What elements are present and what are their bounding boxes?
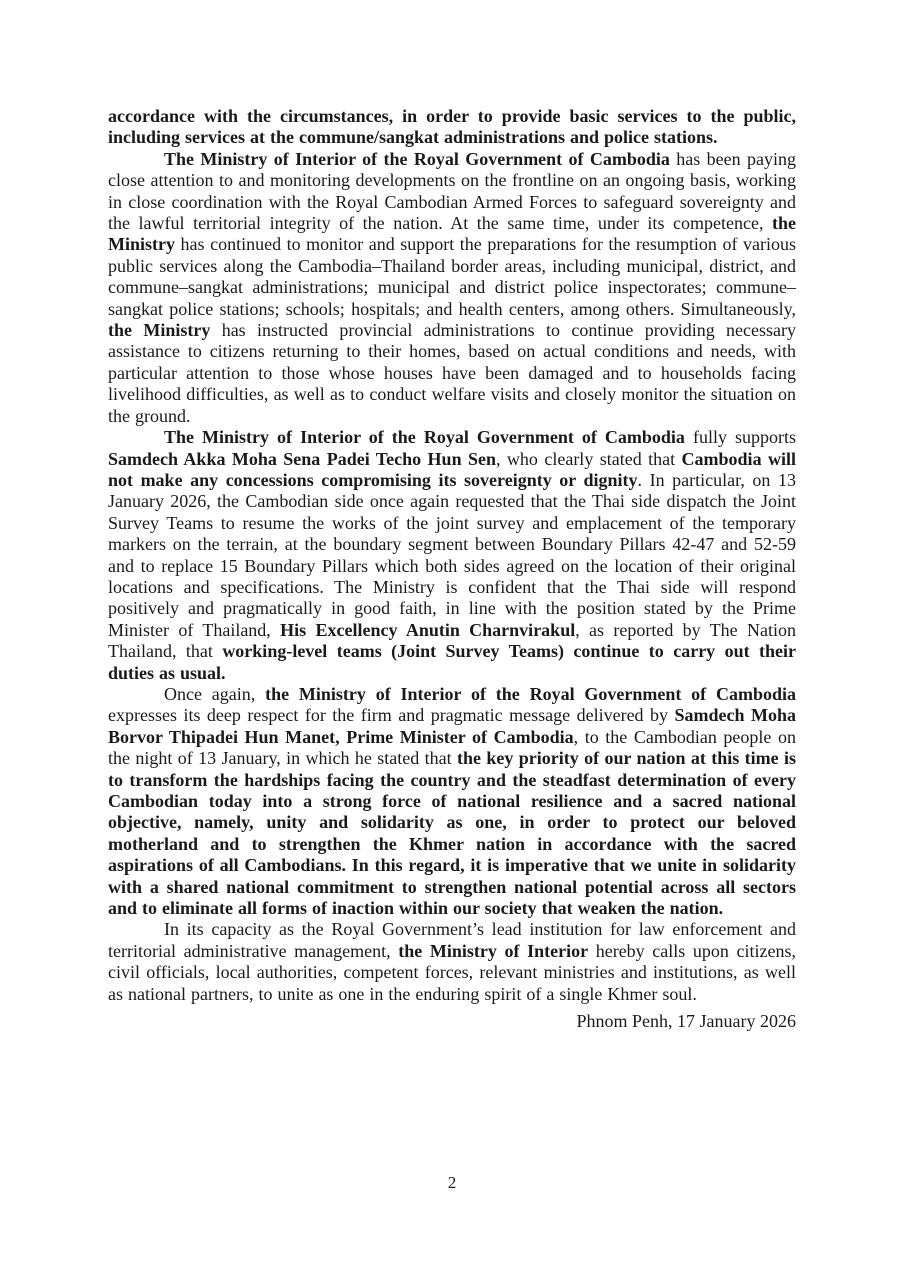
text-run: hereby calls upon citizens, civil officials, local authorities, competent forces, relevant ministries and institutions, as well as national partners, to unite as one in the enduring spirit of a single Khmer soul. bbox=[108, 940, 797, 1004]
text-run: His Excellency Anutin Charnvirakul bbox=[280, 619, 576, 640]
text-run: fully supports bbox=[684, 427, 796, 448]
text-run: working-level teams (Joint Survey Teams) continue to carry out their duties as usual. bbox=[108, 641, 797, 683]
paragraph bbox=[108, 106, 796, 149]
paragraph bbox=[108, 149, 796, 427]
text-run: the Ministry bbox=[108, 320, 211, 341]
text-run: Cambodia will not make any concessions compromising its sovereignty or dignity bbox=[108, 448, 796, 490]
text-run: accordance with the circumstances, in order to provide basic services to the public, including services at the commune/sangkat administrations and police stations. bbox=[108, 106, 796, 148]
text-run: , as reported by The Nation Thailand, that bbox=[108, 619, 796, 662]
paragraph bbox=[108, 684, 796, 919]
text-run: the Ministry bbox=[108, 213, 796, 255]
text-run: Samdech Akka Moha Sena Padei Techo Hun Sen bbox=[108, 448, 497, 469]
text-run: has been paying close attention to and monitoring developments on the frontline on an ongoing basis, working in close coordination with the Royal Cambodian Armed Forces to safeguard sovereignty and the lawful territorial integrity of the nation. At the same time, under its competence, bbox=[108, 148, 797, 234]
text-run: Once again, bbox=[164, 683, 266, 704]
date-line: Phnom Penh, 17 January 2026 bbox=[576, 1011, 796, 1031]
text-run: Samdech Moha Borvor Thipadei Hun Manet, Prime Minister of Cambodia bbox=[108, 705, 796, 747]
text-run: The Ministry of Interior of the Royal Government of Cambodia bbox=[164, 148, 670, 169]
text-run: the Ministry of Interior bbox=[398, 940, 589, 961]
paragraph bbox=[108, 919, 796, 1005]
text-run: , to the Cambodian people on the night of 13 January, in which he stated that bbox=[108, 726, 796, 769]
text-run: . In particular, on 13 January 2026, the Cambodian side once again requested that the Thai side dispatch the Joint Survey Teams to resume the works of the joint survey and emplacement of the temporary markers on the terrain, at the boundary segment between Boundary Pillars 42-47 and 52-59 and to replace 15 Boundary Pillars which both sides agreed on the location of their original locations and specifications. The Ministry is confident that the Thai side will respond positively and pragmatically in good faith, in line with the position stated by the Prime Minister of Thailand, bbox=[108, 469, 796, 640]
paragraph bbox=[108, 427, 796, 684]
page-number: 2 bbox=[447, 1173, 457, 1192]
text-run: , who clearly stated that bbox=[496, 448, 682, 469]
document-body bbox=[108, 106, 796, 1005]
text-run: The Ministry of Interior of the Royal Government of Cambodia bbox=[164, 427, 685, 448]
text-run: the Ministry of Interior of the Royal Government of Cambodia bbox=[265, 683, 797, 704]
text-run: has instructed provincial administrations to continue providing necessary assistance to citizens returning to their homes, based on actual conditions and needs, with particular attention to those whose houses have been damaged and to households facing livelihood difficulties, as well as to conduct welfare visits and closely monitor the situation on the ground. bbox=[108, 320, 796, 426]
text-run: In its capacity as the Royal Government’s lead institution for law enforcement and territorial administrative management, bbox=[108, 919, 796, 961]
text-run: has continued to monitor and support the preparations for the resumption of various public services along the Cambodia–Thailand border areas, including municipal, district, and commune–sangkat administrations; municipal and district police inspectorates; commune–sangkat police stations; schools; hospitals; and health centers, among others. Simultaneously, bbox=[108, 234, 796, 319]
text-run: the key priority of our nation at this time is to transform the hardships facing the country and the steadfast determination of every Cambodian today into a strong force of national resilience and a sacred national objective, namely, unity and solidarity as one, in order to protect our beloved motherland and to strengthen the Khmer nation in accordance with the sacred aspirations of all Cambodians. In this regard, it is imperative that we unite in solidarity with a shared national commitment to strengthen national potential across all sectors and to eliminate all forms of inaction within our society that weaken the nation. bbox=[108, 748, 796, 919]
text-run: expresses its deep respect for the firm and pragmatic message delivered by bbox=[108, 705, 675, 726]
